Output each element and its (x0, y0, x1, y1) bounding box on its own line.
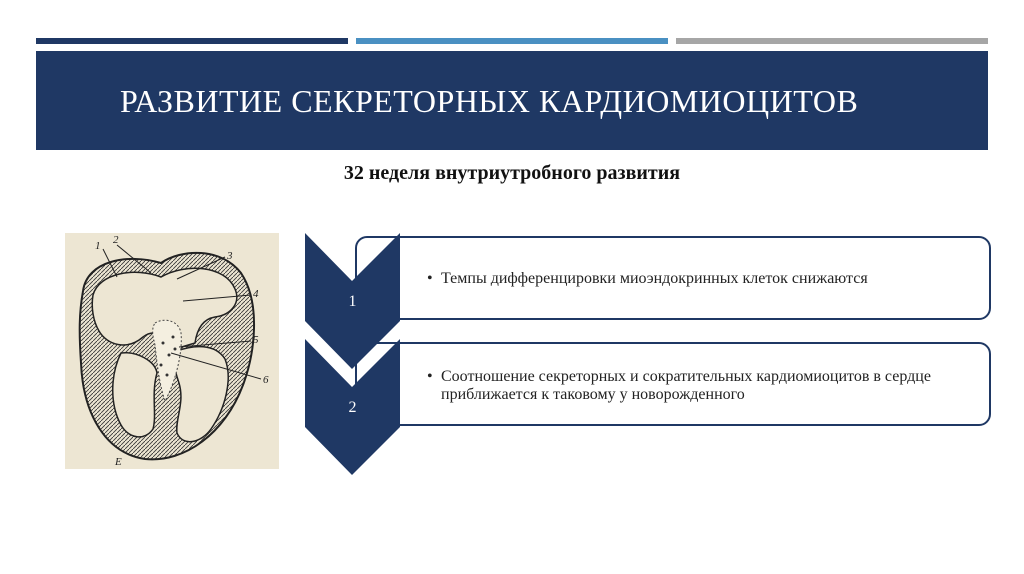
heart-drawing (65, 233, 279, 469)
step-number-2: 2 (348, 399, 357, 416)
slide-title: РАЗВИТИЕ СЕКРЕТОРНЫХ КАРДИОМИОЦИТОВ (120, 83, 859, 119)
title-banner (36, 51, 988, 150)
step-number-1: 1 (348, 293, 357, 310)
slide-subtitle: 32 неделя внутриутробного развития (343, 162, 681, 184)
figure-label-1: 1 (95, 240, 101, 252)
figure-label-6: 6 (263, 374, 269, 386)
heart-section-illustration (65, 233, 279, 469)
figure-label-3: 3 (227, 250, 233, 262)
bullet: • (427, 270, 433, 287)
top-accent-bar-navy (36, 38, 348, 44)
step-card-1 (355, 236, 991, 320)
figure-corner-label: Е (115, 456, 122, 468)
figure-label-2: 2 (113, 234, 119, 246)
figure-label-5: 5 (253, 334, 259, 346)
bullet: • (427, 368, 433, 385)
step-1-text-row (427, 270, 959, 288)
step-chevrons (305, 233, 400, 478)
figure-label-4: 4 (253, 288, 259, 300)
step-1-text: Темпы дифференцировки миоэндокринных клеток снижаются (441, 270, 868, 287)
step-card-2 (355, 342, 991, 426)
top-accent-bar-blue (356, 38, 668, 44)
step-2-text: Соотношение секреторных и сократительных кардиомиоцитов в сердце приближается к таковому у новорожденного (441, 368, 931, 403)
top-accent-bar-gray (676, 38, 988, 44)
step-2-text-row (427, 368, 959, 404)
